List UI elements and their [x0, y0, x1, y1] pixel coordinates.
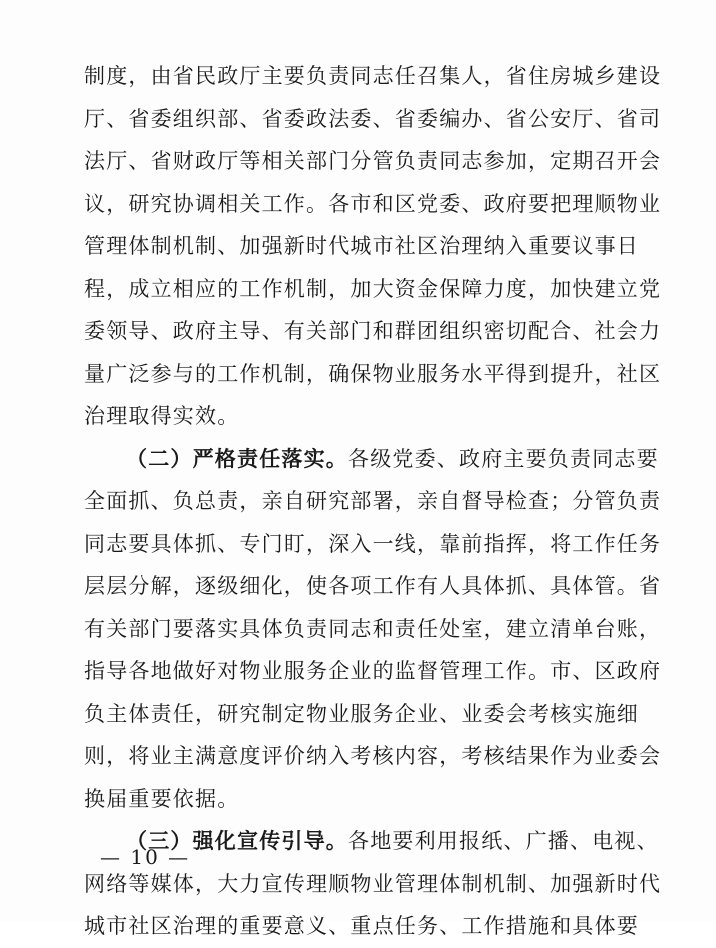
document-body	[84, 55, 662, 948]
text-line: 有关部门要落实具体负责同志和责任处室，建立清单台账，	[84, 616, 662, 641]
text-line: 则，将业主满意度评价纳入考核内容，考核结果作为业委会	[84, 744, 662, 768]
text-line: 委领导、政府主导、有关部门和群团组织密切配合、社会力	[84, 319, 662, 343]
section-heading-publicity: （三）强化宣传引导。	[126, 828, 348, 853]
text-line: 制度，由省民政厅主要负责同志任召集人，省住房城乡建设	[84, 64, 662, 88]
text-line-first	[84, 438, 659, 481]
text-run: 各地要利用报纸、广播、电视、	[348, 829, 659, 853]
section-heading-responsibility: （二）严格责任落实。	[126, 445, 348, 471]
paragraph-responsibility	[84, 438, 662, 821]
text-line: 全面抓、负总责，亲自研究部署，亲自督导检查；分管负责	[84, 489, 662, 513]
text-line: 量广泛参与的工作机制，确保物业服务水平得到提升，社区	[84, 361, 662, 386]
text-line: 程，成立相应的工作机制，加大资金保障力度，加快建立党	[84, 276, 662, 301]
text-line: 城市社区治理的重要意义、重点任务、工作措施和具体要	[84, 914, 639, 938]
text-run: 各级党委、政府主要负责同志要	[348, 446, 659, 471]
text-line: 层层分解，逐级细化，使各项工作有人具体抓、具体管。省	[84, 574, 662, 598]
paragraph-publicity	[84, 820, 662, 948]
text-line: 管理体制机制、加强新时代城市社区治理纳入重要议事日	[84, 234, 639, 258]
text-line: 治理取得实效。	[84, 404, 240, 428]
text-line: 换届重要依据。	[84, 786, 240, 811]
page-number: — 10 —	[100, 845, 191, 869]
text-line: 同志要具体抓、专门盯，深入一线，靠前指挥，将工作任务	[84, 531, 662, 556]
text-line: 法厅、省财政厅等相关部门分管负责同志参加，定期召开会	[84, 149, 662, 173]
text-line: 负主体责任，研究制定物业服务企业、业委会考核实施细	[84, 701, 639, 726]
text-line: 指导各地做好对物业服务企业的监督管理工作。市、区政府	[84, 659, 662, 683]
text-line: 厅、省委组织部、省委政法委、省委编办、省公安厅、省司	[84, 106, 662, 131]
text-line: 议，研究协调相关工作。各市和区党委、政府要把理顺物业	[84, 191, 662, 216]
paragraph-continued	[84, 55, 662, 438]
text-line: 网络等媒体，大力宣传理顺物业管理体制机制、加强新时代	[84, 871, 662, 896]
